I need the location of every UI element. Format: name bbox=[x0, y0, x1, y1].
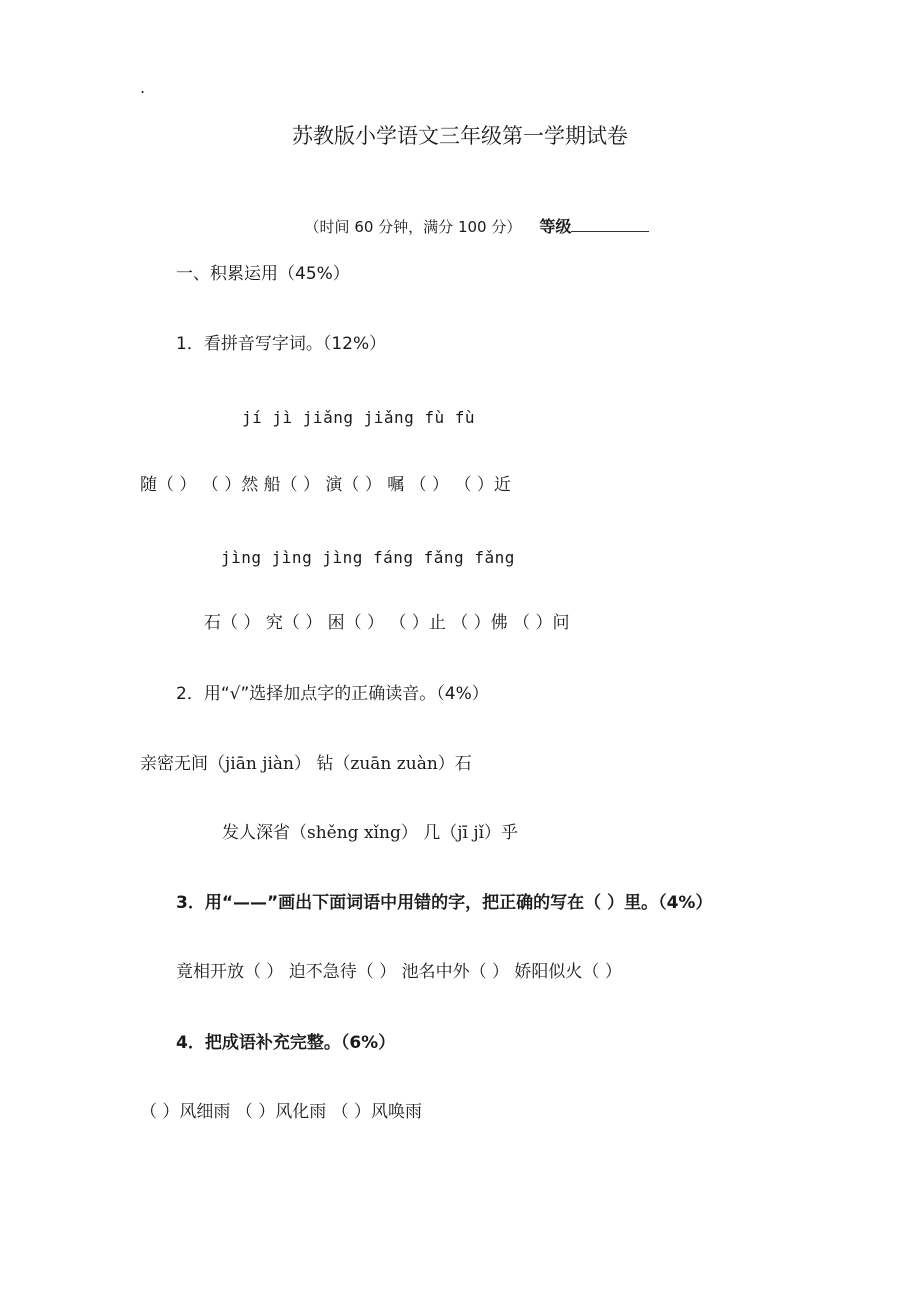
question-4-heading: 4．把成语补充完整。（6%） bbox=[176, 1033, 396, 1053]
idiom-row[interactable]: （ ）风细雨 （ ）风化雨 （ ）风唤雨 bbox=[140, 1102, 423, 1122]
grade-label: 等级 bbox=[539, 217, 572, 236]
page-marker: . bbox=[140, 78, 146, 97]
exam-info bbox=[295, 202, 649, 235]
pinyin-row-1: jí jì jiǎng jiǎng fù fù bbox=[242, 408, 476, 427]
pronunciation-row-1[interactable]: 亲密无间（jiān jiàn） 钻（zuān zuàn）石 bbox=[140, 754, 472, 774]
page-title: 苏教版小学语文三年级第一学期试卷 bbox=[292, 124, 628, 148]
section-heading: 一、积累运用（45%） bbox=[176, 264, 350, 284]
fill-blank-row-2[interactable]: 石（ ） 究（ ） 困（ ） （ ）止 （ ）佛 （ ）问 bbox=[204, 613, 570, 633]
question-2-heading: 2．用“√”选择加点字的正确读音。（4%） bbox=[176, 684, 489, 704]
fill-blank-row-1[interactable]: 随（ ） （ ）然 船（ ） 演（ ） 嘱 （ ） （ ）近 bbox=[140, 475, 511, 495]
grade-blank[interactable] bbox=[571, 217, 649, 232]
time-and-score: （时间 60 分钟，满分 100 分） bbox=[304, 218, 522, 236]
pronunciation-row-2[interactable]: 发人深省（shěng xǐng） 几（jī jǐ）乎 bbox=[222, 823, 519, 843]
question-1-heading: 1．看拼音写字词。（12%） bbox=[176, 334, 387, 354]
correction-row[interactable]: 竟相开放（ ） 迫不急待（ ） 池名中外（ ） 娇阳似火（ ） bbox=[176, 962, 622, 982]
question-3-heading: 3．用“——”画出下面词语中用错的字，把正确的写在（ ）里。（4%） bbox=[176, 893, 713, 913]
pinyin-row-2: jìng jìng jìng fáng fǎng fǎng bbox=[221, 548, 515, 567]
